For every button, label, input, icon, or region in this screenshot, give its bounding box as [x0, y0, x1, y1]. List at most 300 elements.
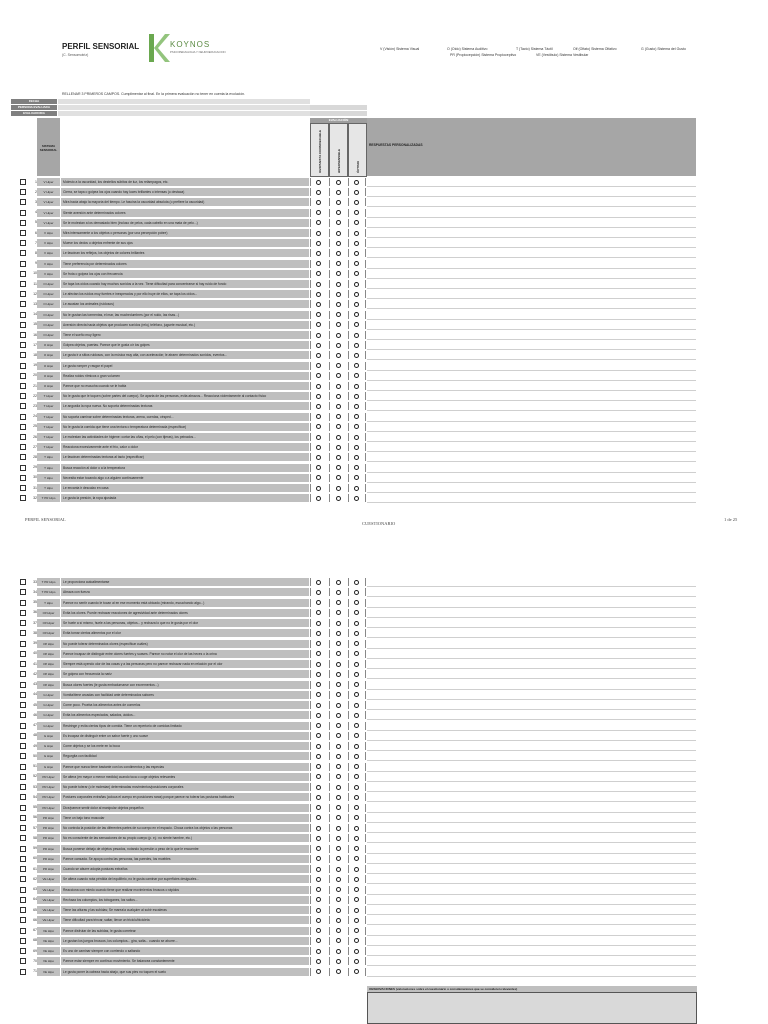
- radio-hipersensible[interactable]: [336, 672, 341, 677]
- row-checkbox[interactable]: [20, 866, 26, 872]
- question-row: [0, 494, 768, 503]
- radio-respuesta[interactable]: [316, 969, 321, 974]
- radio-respuesta[interactable]: [316, 180, 321, 185]
- question-row: [0, 752, 768, 761]
- row-response-field[interactable]: [367, 329, 696, 330]
- row-response-field[interactable]: [367, 945, 696, 946]
- row-checkbox[interactable]: [20, 301, 26, 307]
- radio-hipersensible[interactable]: [336, 877, 341, 882]
- row-response-field[interactable]: [367, 482, 696, 483]
- fecha-input[interactable]: [58, 99, 310, 104]
- radio-respuesta[interactable]: [316, 867, 321, 872]
- radio-hipersensible[interactable]: [336, 384, 341, 389]
- row-checkbox[interactable]: [20, 475, 26, 481]
- radio-hipersensible[interactable]: [336, 805, 341, 810]
- radio-optimo[interactable]: [354, 703, 359, 708]
- row-response-field[interactable]: [367, 955, 696, 956]
- row-checkbox[interactable]: [20, 774, 26, 780]
- radio-optimo[interactable]: [354, 795, 359, 800]
- row-response-field[interactable]: [367, 904, 696, 905]
- radio-hipersensible[interactable]: [336, 867, 341, 872]
- radio-respuesta[interactable]: [316, 836, 321, 841]
- row-checkbox[interactable]: [20, 610, 26, 616]
- radio-respuesta[interactable]: [316, 949, 321, 954]
- radio-optimo[interactable]: [354, 600, 359, 605]
- radio-optimo[interactable]: [354, 180, 359, 185]
- radio-hipersensible[interactable]: [336, 928, 341, 933]
- row-checkbox[interactable]: [20, 723, 26, 729]
- radio-optimo[interactable]: [354, 343, 359, 348]
- radio-respuesta[interactable]: [316, 703, 321, 708]
- radio-respuesta[interactable]: [316, 455, 321, 460]
- radio-optimo[interactable]: [354, 631, 359, 636]
- radio-optimo[interactable]: [354, 846, 359, 851]
- radio-respuesta[interactable]: [316, 190, 321, 195]
- radio-hipersensible[interactable]: [336, 918, 341, 923]
- radio-hipersensible[interactable]: [336, 826, 341, 831]
- row-checkbox[interactable]: [20, 250, 26, 256]
- row-response-field[interactable]: [367, 472, 696, 473]
- row-checkbox[interactable]: [20, 671, 26, 677]
- row-checkbox[interactable]: [20, 434, 26, 440]
- radio-respuesta[interactable]: [316, 590, 321, 595]
- radio-respuesta[interactable]: [316, 682, 321, 687]
- radio-hipersensible[interactable]: [336, 343, 341, 348]
- radio-optimo[interactable]: [354, 200, 359, 205]
- radio-hipersensible[interactable]: [336, 703, 341, 708]
- row-checkbox[interactable]: [20, 342, 26, 348]
- row-response-field[interactable]: [367, 217, 696, 218]
- radio-optimo[interactable]: [354, 641, 359, 646]
- row-response-field[interactable]: [367, 719, 696, 720]
- radio-respuesta[interactable]: [316, 846, 321, 851]
- row-checkbox[interactable]: [20, 600, 26, 606]
- radio-hipersensible[interactable]: [336, 887, 341, 892]
- row-response-field[interactable]: [367, 380, 696, 381]
- radio-optimo[interactable]: [354, 785, 359, 790]
- row-response-field[interactable]: [367, 237, 696, 238]
- row-response-field[interactable]: [367, 410, 696, 411]
- row-checkbox[interactable]: [20, 897, 26, 903]
- row-checkbox[interactable]: [20, 825, 26, 831]
- row-response-field[interactable]: [367, 607, 696, 608]
- radio-optimo[interactable]: [354, 928, 359, 933]
- radio-respuesta[interactable]: [316, 600, 321, 605]
- row-response-field[interactable]: [367, 781, 696, 782]
- radio-optimo[interactable]: [354, 384, 359, 389]
- radio-optimo[interactable]: [354, 190, 359, 195]
- radio-optimo[interactable]: [354, 764, 359, 769]
- row-checkbox[interactable]: [20, 733, 26, 739]
- row-response-field[interactable]: [367, 278, 696, 279]
- radio-hipersensible[interactable]: [336, 486, 341, 491]
- row-response-field[interactable]: [367, 196, 696, 197]
- row-response-field[interactable]: [367, 359, 696, 360]
- row-response-field[interactable]: [367, 771, 696, 772]
- radio-optimo[interactable]: [354, 713, 359, 718]
- radio-respuesta[interactable]: [316, 785, 321, 790]
- radio-respuesta[interactable]: [316, 826, 321, 831]
- row-checkbox[interactable]: [20, 261, 26, 267]
- row-response-field[interactable]: [367, 668, 696, 669]
- row-response-field[interactable]: [367, 586, 696, 587]
- radio-hipersensible[interactable]: [336, 754, 341, 759]
- radio-respuesta[interactable]: [316, 877, 321, 882]
- radio-optimo[interactable]: [354, 918, 359, 923]
- radio-optimo[interactable]: [354, 496, 359, 501]
- row-response-field[interactable]: [367, 689, 696, 690]
- row-checkbox[interactable]: [20, 620, 26, 626]
- row-checkbox[interactable]: [20, 651, 26, 657]
- row-checkbox[interactable]: [20, 682, 26, 688]
- radio-respuesta[interactable]: [316, 343, 321, 348]
- row-checkbox[interactable]: [20, 454, 26, 460]
- row-response-field[interactable]: [367, 441, 696, 442]
- row-checkbox[interactable]: [20, 805, 26, 811]
- radio-optimo[interactable]: [354, 754, 359, 759]
- radio-optimo[interactable]: [354, 949, 359, 954]
- row-response-field[interactable]: [367, 257, 696, 258]
- radio-hipersensible[interactable]: [336, 621, 341, 626]
- radio-optimo[interactable]: [354, 231, 359, 236]
- radio-respuesta[interactable]: [316, 713, 321, 718]
- row-response-field[interactable]: [367, 308, 696, 309]
- row-response-field[interactable]: [367, 637, 696, 638]
- radio-respuesta[interactable]: [316, 887, 321, 892]
- radio-optimo[interactable]: [354, 867, 359, 872]
- radio-optimo[interactable]: [354, 908, 359, 913]
- radio-respuesta[interactable]: [316, 918, 321, 923]
- row-response-field[interactable]: [367, 924, 696, 925]
- row-checkbox[interactable]: [20, 815, 26, 821]
- radio-hipersensible[interactable]: [336, 836, 341, 841]
- radio-hipersensible[interactable]: [336, 496, 341, 501]
- radio-hipersensible[interactable]: [336, 641, 341, 646]
- row-checkbox[interactable]: [20, 661, 26, 667]
- radio-hipersensible[interactable]: [336, 969, 341, 974]
- radio-hipersensible[interactable]: [336, 662, 341, 667]
- radio-hipersensible[interactable]: [336, 764, 341, 769]
- radio-optimo[interactable]: [354, 662, 359, 667]
- row-response-field[interactable]: [367, 390, 696, 391]
- row-checkbox[interactable]: [20, 753, 26, 759]
- row-checkbox[interactable]: [20, 794, 26, 800]
- row-checkbox[interactable]: [20, 240, 26, 246]
- row-checkbox[interactable]: [20, 764, 26, 770]
- row-checkbox[interactable]: [20, 199, 26, 205]
- row-response-field[interactable]: [367, 617, 696, 618]
- radio-optimo[interactable]: [354, 435, 359, 440]
- row-checkbox[interactable]: [20, 322, 26, 328]
- row-checkbox[interactable]: [20, 948, 26, 954]
- radio-optimo[interactable]: [354, 959, 359, 964]
- row-checkbox[interactable]: [20, 424, 26, 430]
- row-response-field[interactable]: [367, 699, 696, 700]
- radio-respuesta[interactable]: [316, 908, 321, 913]
- radio-respuesta[interactable]: [316, 445, 321, 450]
- radio-hipersensible[interactable]: [336, 846, 341, 851]
- row-checkbox[interactable]: [20, 403, 26, 409]
- radio-optimo[interactable]: [354, 969, 359, 974]
- radio-respuesta[interactable]: [316, 435, 321, 440]
- row-response-field[interactable]: [367, 319, 696, 320]
- radio-optimo[interactable]: [354, 877, 359, 882]
- radio-optimo[interactable]: [354, 744, 359, 749]
- radio-hipersensible[interactable]: [336, 251, 341, 256]
- radio-hipersensible[interactable]: [336, 353, 341, 358]
- row-checkbox[interactable]: [20, 702, 26, 708]
- row-response-field[interactable]: [367, 268, 696, 269]
- row-response-field[interactable]: [367, 730, 696, 731]
- row-checkbox[interactable]: [20, 179, 26, 185]
- radio-respuesta[interactable]: [316, 496, 321, 501]
- row-checkbox[interactable]: [20, 291, 26, 297]
- row-checkbox[interactable]: [20, 230, 26, 236]
- radio-respuesta[interactable]: [316, 241, 321, 246]
- row-checkbox[interactable]: [20, 444, 26, 450]
- radio-respuesta[interactable]: [316, 928, 321, 933]
- row-response-field[interactable]: [367, 502, 696, 503]
- row-checkbox[interactable]: [20, 189, 26, 195]
- row-system-code: PR Hipo: [37, 824, 60, 832]
- radio-hipersensible[interactable]: [336, 404, 341, 409]
- radio-respuesta[interactable]: [316, 764, 321, 769]
- row-checkbox[interactable]: [20, 928, 26, 934]
- row-response-field[interactable]: [367, 853, 696, 854]
- radio-hipersensible[interactable]: [336, 394, 341, 399]
- radio-respuesta[interactable]: [316, 959, 321, 964]
- row-checkbox[interactable]: [20, 220, 26, 226]
- row-checkbox[interactable]: [20, 876, 26, 882]
- radio-respuesta[interactable]: [316, 754, 321, 759]
- row-checkbox[interactable]: [20, 856, 26, 862]
- radio-respuesta[interactable]: [316, 631, 321, 636]
- row-checkbox[interactable]: [20, 383, 26, 389]
- row-response-field[interactable]: [367, 227, 696, 228]
- radio-hipersensible[interactable]: [336, 455, 341, 460]
- row-checkbox[interactable]: [20, 485, 26, 491]
- radio-hipersensible[interactable]: [336, 435, 341, 440]
- row-response-field[interactable]: [367, 842, 696, 843]
- row-response-field[interactable]: [367, 709, 696, 710]
- radio-respuesta[interactable]: [316, 394, 321, 399]
- row-response-field[interactable]: [367, 627, 696, 628]
- radio-hipersensible[interactable]: [336, 292, 341, 297]
- row-response-field[interactable]: [367, 596, 696, 597]
- radio-hipersensible[interactable]: [336, 959, 341, 964]
- row-response-field[interactable]: [367, 760, 696, 761]
- row-response-field[interactable]: [367, 750, 696, 751]
- radio-optimo[interactable]: [354, 621, 359, 626]
- radio-respuesta[interactable]: [316, 662, 321, 667]
- row-checkbox[interactable]: [20, 958, 26, 964]
- radio-hipersensible[interactable]: [336, 682, 341, 687]
- row-checkbox[interactable]: [20, 743, 26, 749]
- radio-respuesta[interactable]: [316, 200, 321, 205]
- row-checkbox[interactable]: [20, 363, 26, 369]
- radio-optimo[interactable]: [354, 302, 359, 307]
- row-checkbox[interactable]: [20, 210, 26, 216]
- row-response-field[interactable]: [367, 873, 696, 874]
- radio-optimo[interactable]: [354, 836, 359, 841]
- radio-hipersensible[interactable]: [336, 785, 341, 790]
- row-response-field[interactable]: [367, 894, 696, 895]
- radio-respuesta[interactable]: [316, 805, 321, 810]
- radio-respuesta[interactable]: [316, 353, 321, 358]
- radio-optimo[interactable]: [354, 455, 359, 460]
- row-response-field[interactable]: [367, 678, 696, 679]
- row-response-field[interactable]: [367, 400, 696, 401]
- row-response-field[interactable]: [367, 461, 696, 462]
- radio-optimo[interactable]: [354, 445, 359, 450]
- radio-hipersensible[interactable]: [336, 241, 341, 246]
- row-response-field[interactable]: [367, 206, 696, 207]
- radio-hipersensible[interactable]: [336, 200, 341, 205]
- radio-optimo[interactable]: [354, 353, 359, 358]
- row-checkbox[interactable]: [20, 465, 26, 471]
- radio-hipersensible[interactable]: [336, 445, 341, 450]
- row-response-field[interactable]: [367, 298, 696, 299]
- row-response-field[interactable]: [367, 288, 696, 289]
- row-response-field[interactable]: [367, 976, 696, 977]
- row-response-field[interactable]: [367, 812, 696, 813]
- row-response-field[interactable]: [367, 740, 696, 741]
- radio-optimo[interactable]: [354, 590, 359, 595]
- row-response-field[interactable]: [367, 186, 696, 187]
- row-checkbox[interactable]: [20, 312, 26, 318]
- row-checkbox[interactable]: [20, 938, 26, 944]
- row-response-field[interactable]: [367, 863, 696, 864]
- radio-hipersensible[interactable]: [336, 333, 341, 338]
- radio-respuesta[interactable]: [316, 292, 321, 297]
- row-response-field[interactable]: [367, 247, 696, 248]
- row-checkbox[interactable]: [20, 641, 26, 647]
- row-response-field[interactable]: [367, 349, 696, 350]
- radio-respuesta[interactable]: [316, 621, 321, 626]
- row-checkbox[interactable]: [20, 907, 26, 913]
- row-response-field[interactable]: [367, 822, 696, 823]
- radio-respuesta[interactable]: [316, 302, 321, 307]
- radio-optimo[interactable]: [354, 282, 359, 287]
- row-response-field[interactable]: [367, 451, 696, 452]
- observaciones-textarea[interactable]: [367, 992, 697, 1024]
- radio-hipersensible[interactable]: [336, 302, 341, 307]
- radio-optimo[interactable]: [354, 805, 359, 810]
- row-checkbox[interactable]: [20, 414, 26, 420]
- radio-hipersensible[interactable]: [336, 590, 341, 595]
- radio-hipersensible[interactable]: [336, 231, 341, 236]
- radio-hipersensible[interactable]: [336, 580, 341, 585]
- row-checkbox[interactable]: [20, 373, 26, 379]
- radio-optimo[interactable]: [354, 333, 359, 338]
- row-checkbox[interactable]: [20, 630, 26, 636]
- row-response-field[interactable]: [367, 791, 696, 792]
- row-checkbox[interactable]: [20, 969, 26, 975]
- row-checkbox[interactable]: [20, 281, 26, 287]
- radio-hipersensible[interactable]: [336, 723, 341, 728]
- radio-optimo[interactable]: [354, 826, 359, 831]
- persona-input[interactable]: [58, 105, 310, 110]
- row-checkbox[interactable]: [20, 589, 26, 595]
- row-checkbox[interactable]: [20, 835, 26, 841]
- row-checkbox[interactable]: [20, 784, 26, 790]
- radio-hipersensible[interactable]: [336, 908, 341, 913]
- radio-hipersensible[interactable]: [336, 282, 341, 287]
- radio-respuesta[interactable]: [316, 282, 321, 287]
- radio-respuesta[interactable]: [316, 795, 321, 800]
- radio-respuesta[interactable]: [316, 384, 321, 389]
- radio-respuesta[interactable]: [316, 251, 321, 256]
- row-response-field[interactable]: [367, 914, 696, 915]
- radio-respuesta[interactable]: [316, 486, 321, 491]
- radio-optimo[interactable]: [354, 486, 359, 491]
- radio-hipersensible[interactable]: [336, 600, 341, 605]
- radio-optimo[interactable]: [354, 682, 359, 687]
- radio-hipersensible[interactable]: [336, 795, 341, 800]
- radio-hipersensible[interactable]: [336, 180, 341, 185]
- radio-optimo[interactable]: [354, 672, 359, 677]
- radio-optimo[interactable]: [354, 251, 359, 256]
- radio-respuesta[interactable]: [316, 404, 321, 409]
- evaluador-input[interactable]: [58, 111, 310, 116]
- radio-optimo[interactable]: [354, 394, 359, 399]
- radio-optimo[interactable]: [354, 580, 359, 585]
- row-response-field[interactable]: [367, 370, 696, 371]
- radio-respuesta[interactable]: [316, 641, 321, 646]
- radio-optimo[interactable]: [354, 404, 359, 409]
- row-checkbox[interactable]: [20, 712, 26, 718]
- row-checkbox[interactable]: [20, 692, 26, 698]
- radio-respuesta[interactable]: [316, 580, 321, 585]
- row-response-field[interactable]: [367, 648, 696, 649]
- radio-hipersensible[interactable]: [336, 713, 341, 718]
- row-checkbox[interactable]: [20, 887, 26, 893]
- row-response-field[interactable]: [367, 832, 696, 833]
- row-response-field[interactable]: [367, 339, 696, 340]
- row-response-field[interactable]: [367, 935, 696, 936]
- row-response-field[interactable]: [367, 883, 696, 884]
- row-response-field[interactable]: [367, 801, 696, 802]
- row-checkbox[interactable]: [20, 332, 26, 338]
- radio-hipersensible[interactable]: [336, 744, 341, 749]
- row-response-field[interactable]: [367, 658, 696, 659]
- radio-optimo[interactable]: [354, 241, 359, 246]
- row-response-field[interactable]: [367, 431, 696, 432]
- row-checkbox[interactable]: [20, 271, 26, 277]
- row-response-field[interactable]: [367, 421, 696, 422]
- radio-hipersensible[interactable]: [336, 949, 341, 954]
- radio-hipersensible[interactable]: [336, 631, 341, 636]
- radio-optimo[interactable]: [354, 723, 359, 728]
- row-checkbox[interactable]: [20, 917, 26, 923]
- radio-optimo[interactable]: [354, 887, 359, 892]
- row-checkbox[interactable]: [20, 352, 26, 358]
- radio-optimo[interactable]: [354, 292, 359, 297]
- radio-respuesta[interactable]: [316, 333, 321, 338]
- row-checkbox[interactable]: [20, 579, 26, 585]
- row-number: 58: [33, 835, 37, 840]
- row-response-field[interactable]: [367, 965, 696, 966]
- radio-respuesta[interactable]: [316, 672, 321, 677]
- radio-hipersensible[interactable]: [336, 190, 341, 195]
- row-response-field[interactable]: [367, 492, 696, 493]
- row-checkbox[interactable]: [20, 393, 26, 399]
- radio-respuesta[interactable]: [316, 744, 321, 749]
- radio-respuesta[interactable]: [316, 723, 321, 728]
- row-checkbox[interactable]: [20, 846, 26, 852]
- radio-respuesta[interactable]: [316, 231, 321, 236]
- row-checkbox[interactable]: [20, 495, 26, 501]
